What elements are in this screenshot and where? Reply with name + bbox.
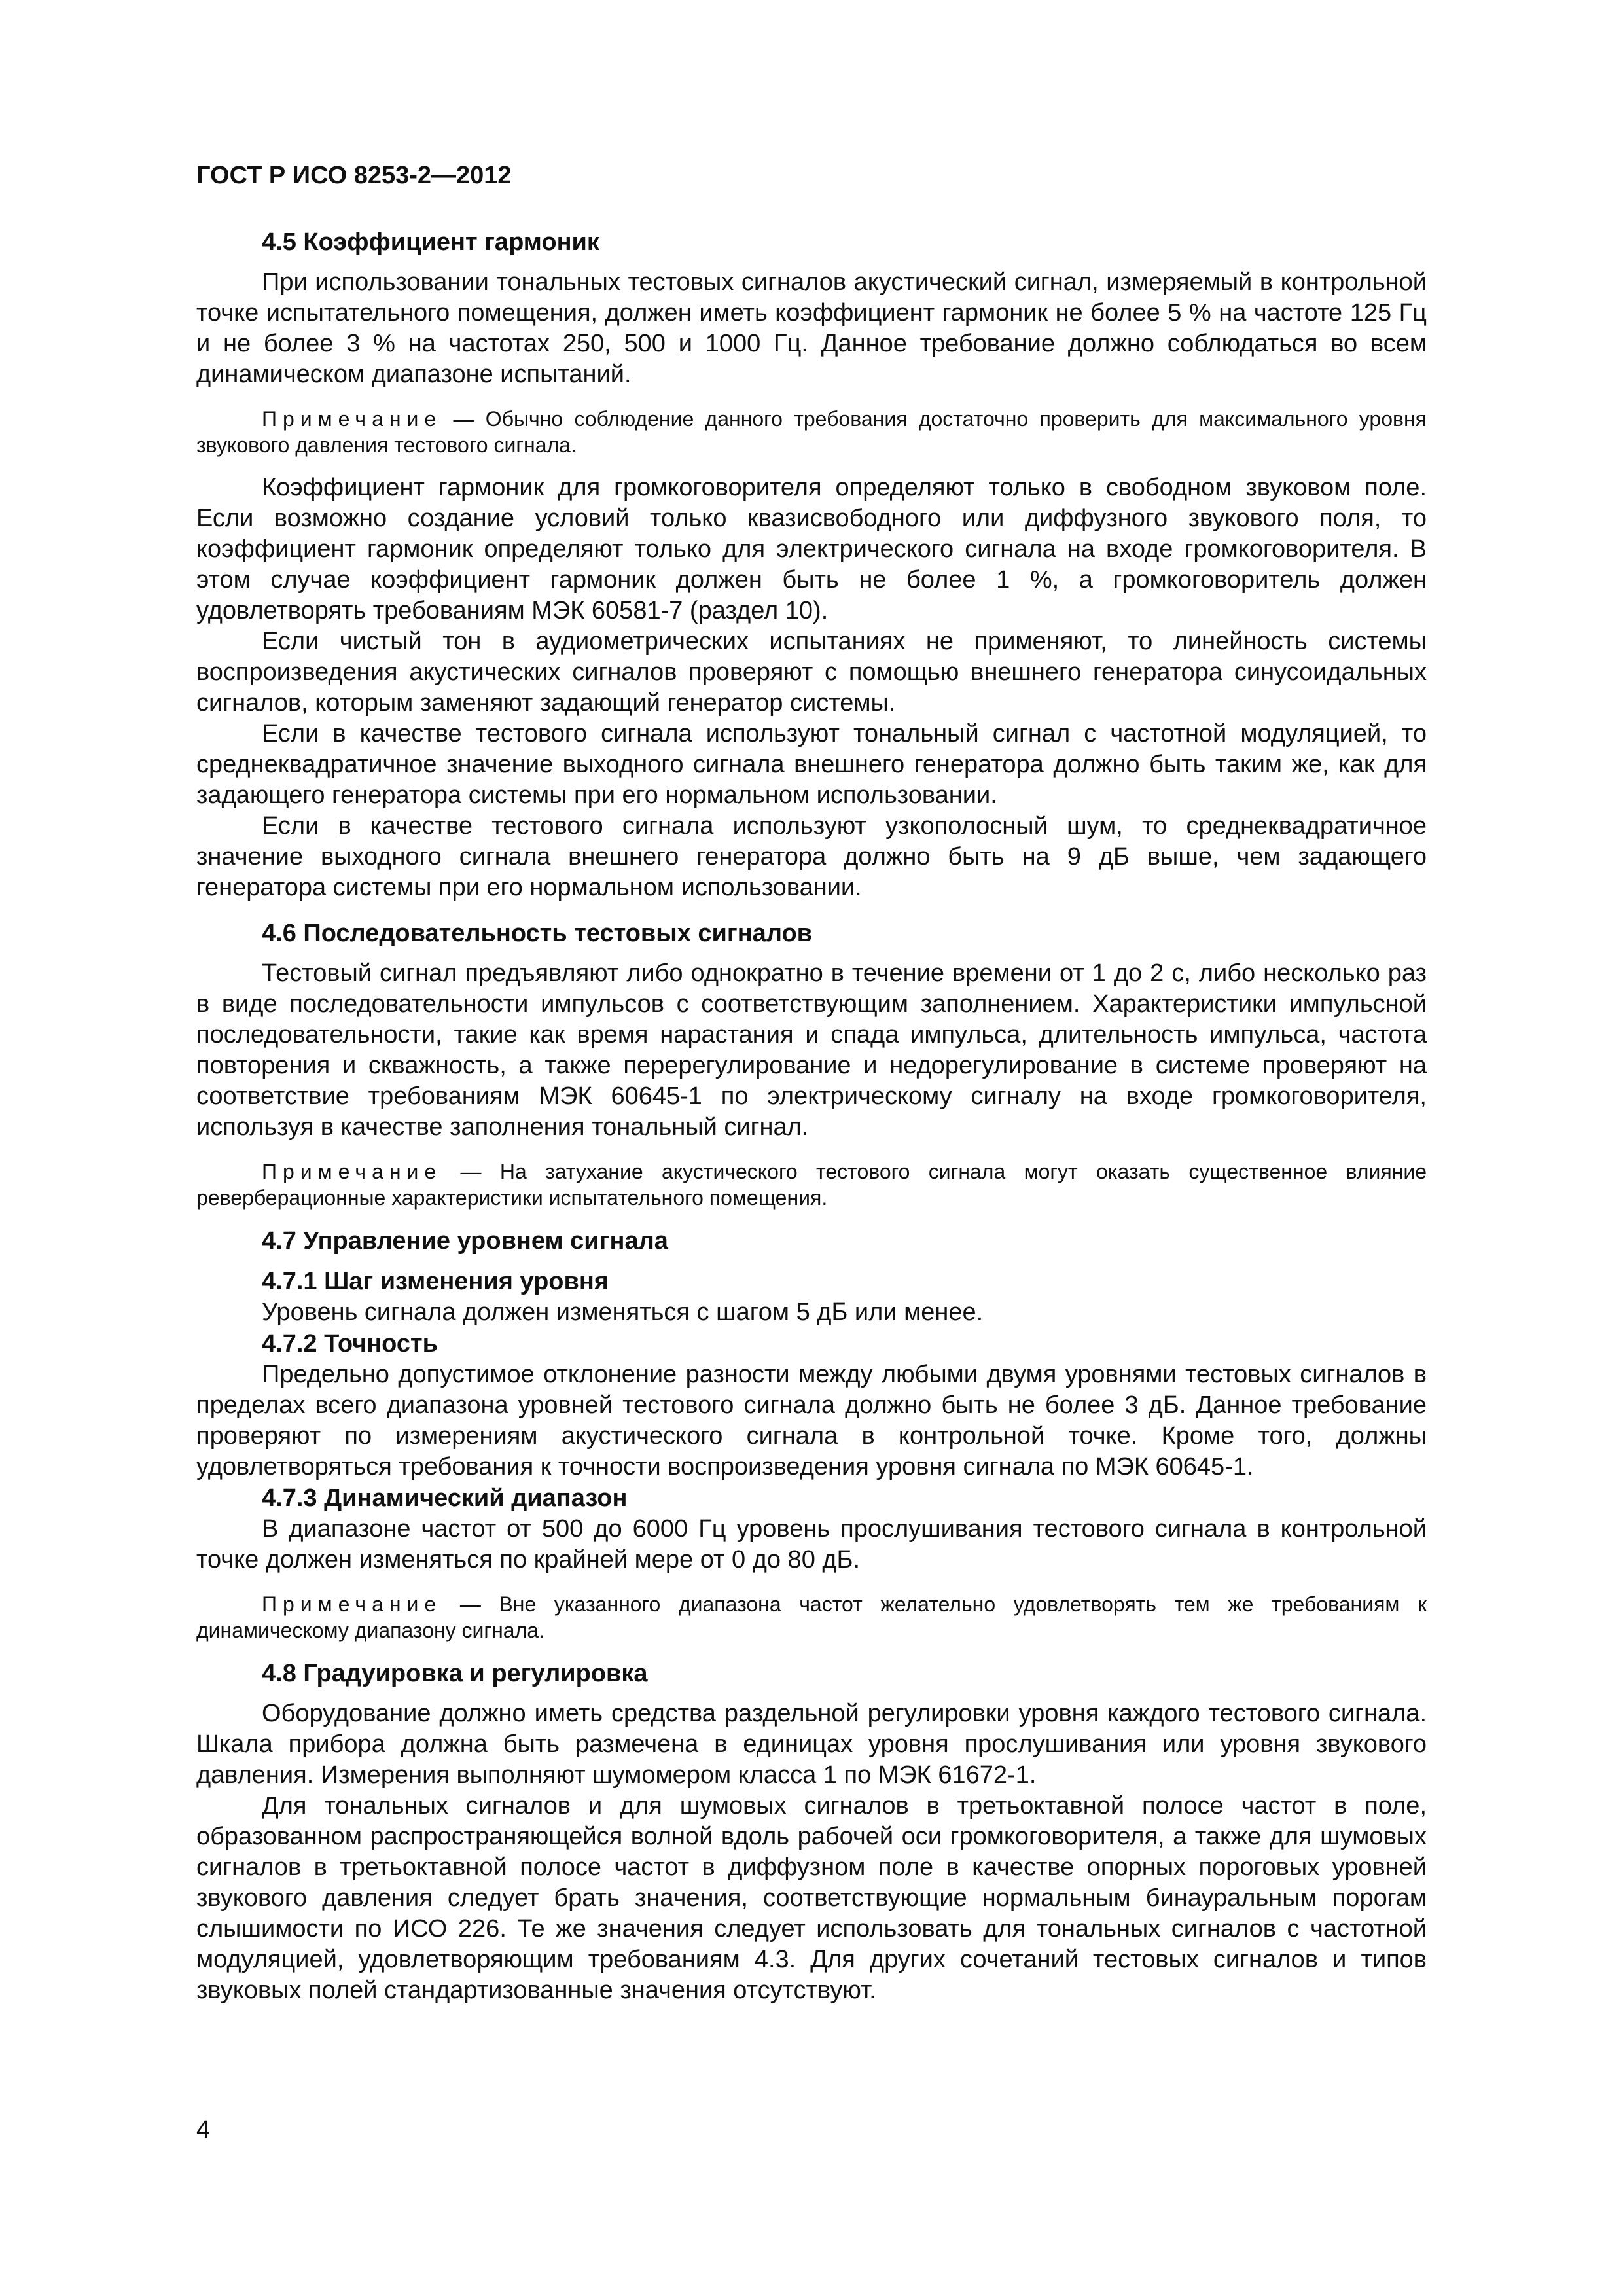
note-text: — На затухание акустического тестового сигнала могут оказать существенное влияние реверберационные характеристики испытательного помещения. (196, 1160, 1427, 1210)
paragraph: Оборудование должно иметь средства раздельной регулировки уровня каждого тестового сигнала. Шкала прибора должна быть размечена в единицах уровня прослушивания или уровня звукового давления. Измерения выполняют шумомером класса 1 по МЭК 61672-1. (196, 1700, 1427, 1789)
paragraph: Если в качестве тестового сигнала используют тональный сигнал с частотной модуляцией, то среднеквадратичное значение выходного сигнала внешнего генератора должно быть таким же, как для задающего генератора системы при его нормальном использовании. (196, 720, 1427, 809)
paragraph: Если в качестве тестового сигнала используют узкополосный шум, то среднеквадратичное значение выходного сигнала внешнего генератора должно быть на 9 дБ выше, чем задающего генератора системы при его нормальном использовании. (196, 812, 1427, 901)
note (196, 1158, 1427, 1211)
note-text: — Вне указанного диапазона частот желательно удовлетворять тем же требованиям к динамическому диапазону сигнала. (196, 1592, 1427, 1642)
note-label: Примечание (262, 1160, 442, 1183)
page-number: 4 (196, 2116, 211, 2144)
note (196, 1591, 1427, 1643)
subsection-heading-4-7-1: 4.7.1 Шаг изменения уровня (262, 1268, 609, 1295)
note-label: Примечание (262, 407, 442, 431)
document-header: ГОСТ Р ИСО 8253-2—2012 (196, 162, 512, 189)
paragraph: Уровень сигнала должен изменяться с шагом 5 дБ или менее. (262, 1299, 984, 1326)
paragraph: Предельно допустимое отклонение разности между любыми двумя уровнями тестовых сигналов в пределах всего диапазона уровней тестового сигнала должно быть не более 3 дБ. Данное требование проверяют по измерениям акустического сигнала в контрольной точке. Кроме того, должны удовлетворяться требования к точности воспроизведения уровня сигнала по МЭК 60645-1. (196, 1361, 1427, 1480)
paragraph: Если чистый тон в аудиометрических испытаниях не применяют, то линейность системы воспроизведения акустических сигналов проверяют с помощью внешнего генератора синусоидальных сигналов, которым заменяют задающий генератор системы. (196, 628, 1427, 717)
section-heading-4-7: 4.7 Управление уровнем сигнала (262, 1227, 668, 1255)
paragraph: Тестовый сигнал предъявляют либо однократно в течение времени от 1 до 2 с, либо несколько раз в виде последовательности импульсов с соответствующим заполнением. Характеристики импульсной последовательности, такие как время нарастания и спада импульса, длительность импульса, частота повторения и скважность, а также перерегулирование и недорегулирование в системе проверяют на соответствие требованиям МЭК 60645-1 по электрическому сигналу на входе громкоговорителя, используя в качестве заполнения тональный сигнал. (196, 960, 1427, 1141)
paragraph: Для тональных сигналов и для шумовых сигналов в третьоктавной полосе частот в поле, образованном распространяющейся волной вдоль рабочей оси громкоговорителя, а также для шумовых сигналов в третьоктавной полосе частот в диффузном поле в качестве опорных пороговых уровней звукового давления следует брать значения, соответствующие нормальным бинауральным порогам слышимости по ИСО 226. Те же значения следует использовать для тональных сигналов с частотной модуляцией, удовлетворяющим требованиям 4.3. Для других сочетаний тестовых сигналов и типов звуковых полей стандартизованные значения отсутствуют. (196, 1792, 1427, 2004)
document-body (196, 226, 1427, 2006)
note (196, 406, 1427, 458)
subsection-heading-4-7-3: 4.7.3 Динамический диапазон (262, 1484, 628, 1512)
note-text: — Обычно соблюдение данного требования достаточно проверить для максимального уровня звукового давления тестового сигнала. (196, 407, 1427, 457)
paragraph: При использовании тональных тестовых сигналов акустический сигнал, измеряемый в контрольной точке испытательного помещения, должен иметь коэффициент гармоник не более 5 % на частоте 125 Гц и не более 3 % на частотах 250, 500 и 1000 Гц. Данное требование должно соблюдаться во всем динамическом диапазоне испытаний. (196, 268, 1427, 388)
note-label: Примечание (262, 1592, 442, 1616)
subsection-heading-4-7-2: 4.7.2 Точность (262, 1330, 438, 1357)
paragraph: Коэффициент гармоник для громкоговорителя определяют только в свободном звуковом поле. Если возможно создание условий только квазисвободного или диффузного звукового поля, то коэффициент гармоник определяют только для электрического сигнала на входе громкоговорителя. В этом случае коэффициент гармоник должен быть не более 1 %, а громкоговоритель должен удовлетворять требованиям МЭК 60581-7 (раздел 10). (196, 474, 1427, 624)
section-heading-4-6: 4.6 Последовательность тестовых сигналов (262, 920, 813, 947)
section-heading-4-8: 4.8 Градуировка и регулировка (262, 1660, 648, 1687)
section-heading-4-5: 4.5 Коэффициент гармоник (262, 228, 599, 256)
paragraph: В диапазоне частот от 500 до 6000 Гц уровень прослушивания тестового сигнала в контрольной точке должен изменяться по крайней мере от 0 до 80 дБ. (196, 1515, 1427, 1573)
